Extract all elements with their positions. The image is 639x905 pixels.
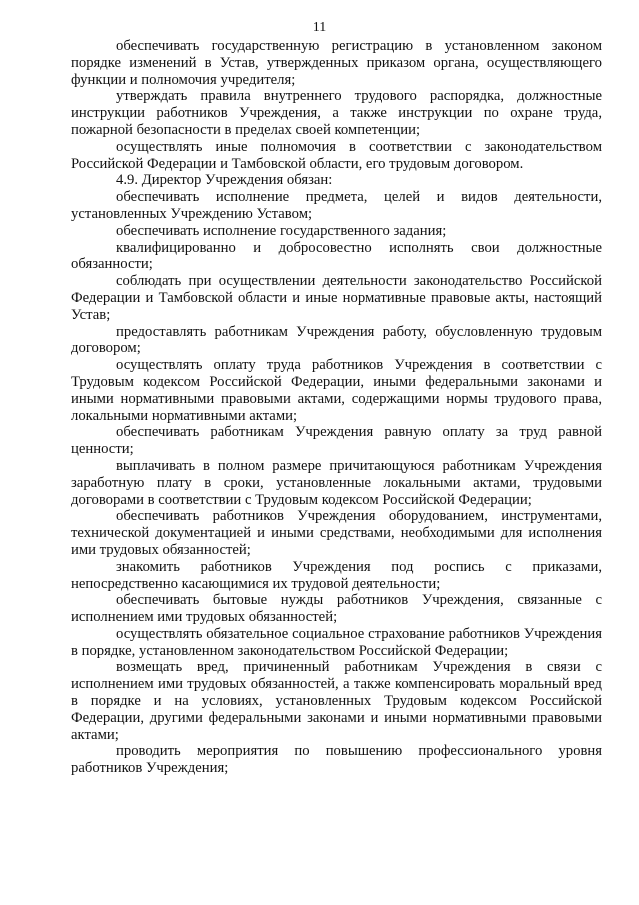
paragraph: утверждать правила внутреннего трудового распорядка, должностные инструкции работников Учреждения, а также инструкции по охране труда, пожарной безопасности в пределах своей компетенции; (71, 88, 602, 138)
paragraph: предоставлять работникам Учреждения работу, обусловленную трудовым договором; (71, 323, 602, 357)
paragraph: обеспечивать работников Учреждения оборудованием, инструментами, технической документацией и иными средствами, необходимыми для исполнения ими трудовых обязанностей; (71, 508, 602, 558)
paragraph: соблюдать при осуществлении деятельности законодательство Российской Федерации и Тамбовской области и иные нормативные правовые акты, настоящий Устав; (71, 273, 602, 323)
paragraph: проводить мероприятия по повышению профессионального уровня работников Учреждения; (71, 743, 602, 777)
paragraph: осуществлять оплату труда работников Учреждения в соответствии с Трудовым кодексом Российской Федерации, иными федеральными законами и иными нормативными правовыми актами, содержащими нормы трудового права, локальными нормативными актами; (71, 357, 602, 424)
paragraph: обеспечивать исполнение государственного задания; (116, 222, 447, 239)
paragraph: обеспечивать бытовые нужды работников Учреждения, связанные с исполнением ими трудовых обязанностей; (71, 592, 602, 626)
paragraph: обеспечивать государственную регистрацию в установленном законом порядке изменений в Устав, утвержденных приказом органа, осуществляющего функции и полномочия учредителя; (71, 38, 602, 88)
document-body (71, 38, 602, 777)
section-heading: 4.9. Директор Учреждения обязан: (116, 172, 333, 189)
paragraph: выплачивать в полном размере причитающуюся работникам Учреждения заработную плату в сроки, установленные локальными актами, трудовыми договорами в соответствии с Трудовым кодексом Российской Федерации; (71, 457, 602, 508)
paragraph: обеспечивать исполнение предмета, целей и видов деятельности, установленных Учреждению Уставом; (71, 189, 602, 222)
paragraph: обеспечивать работникам Учреждения равную оплату за труд равной ценности; (71, 424, 602, 458)
paragraph: осуществлять иные полномочия в соответствии с законодательством Российской Федерации и Тамбовской области, его трудовым договором. (71, 138, 602, 172)
paragraph: возмещать вред, причиненный работникам Учреждения в связи с исполнением ими трудовых обязанностей, а также компенсировать моральный вред в порядке и на условиях, установленных Трудовым кодексом Российской Федерации, другими федеральными законами и иными нормативными правовыми актами; (71, 659, 602, 743)
paragraph: квалифицированно и добросовестно исполнять свои должностные обязанности; (71, 239, 602, 273)
page-number: 11 (312, 20, 327, 35)
paragraph: осуществлять обязательное социальное страхование работников Учреждения в порядке, установленном законодательством Российской Федерации; (71, 625, 602, 659)
paragraph: знакомить работников Учреждения под роспись с приказами, непосредственно касающимися их трудовой деятельности; (71, 558, 602, 592)
